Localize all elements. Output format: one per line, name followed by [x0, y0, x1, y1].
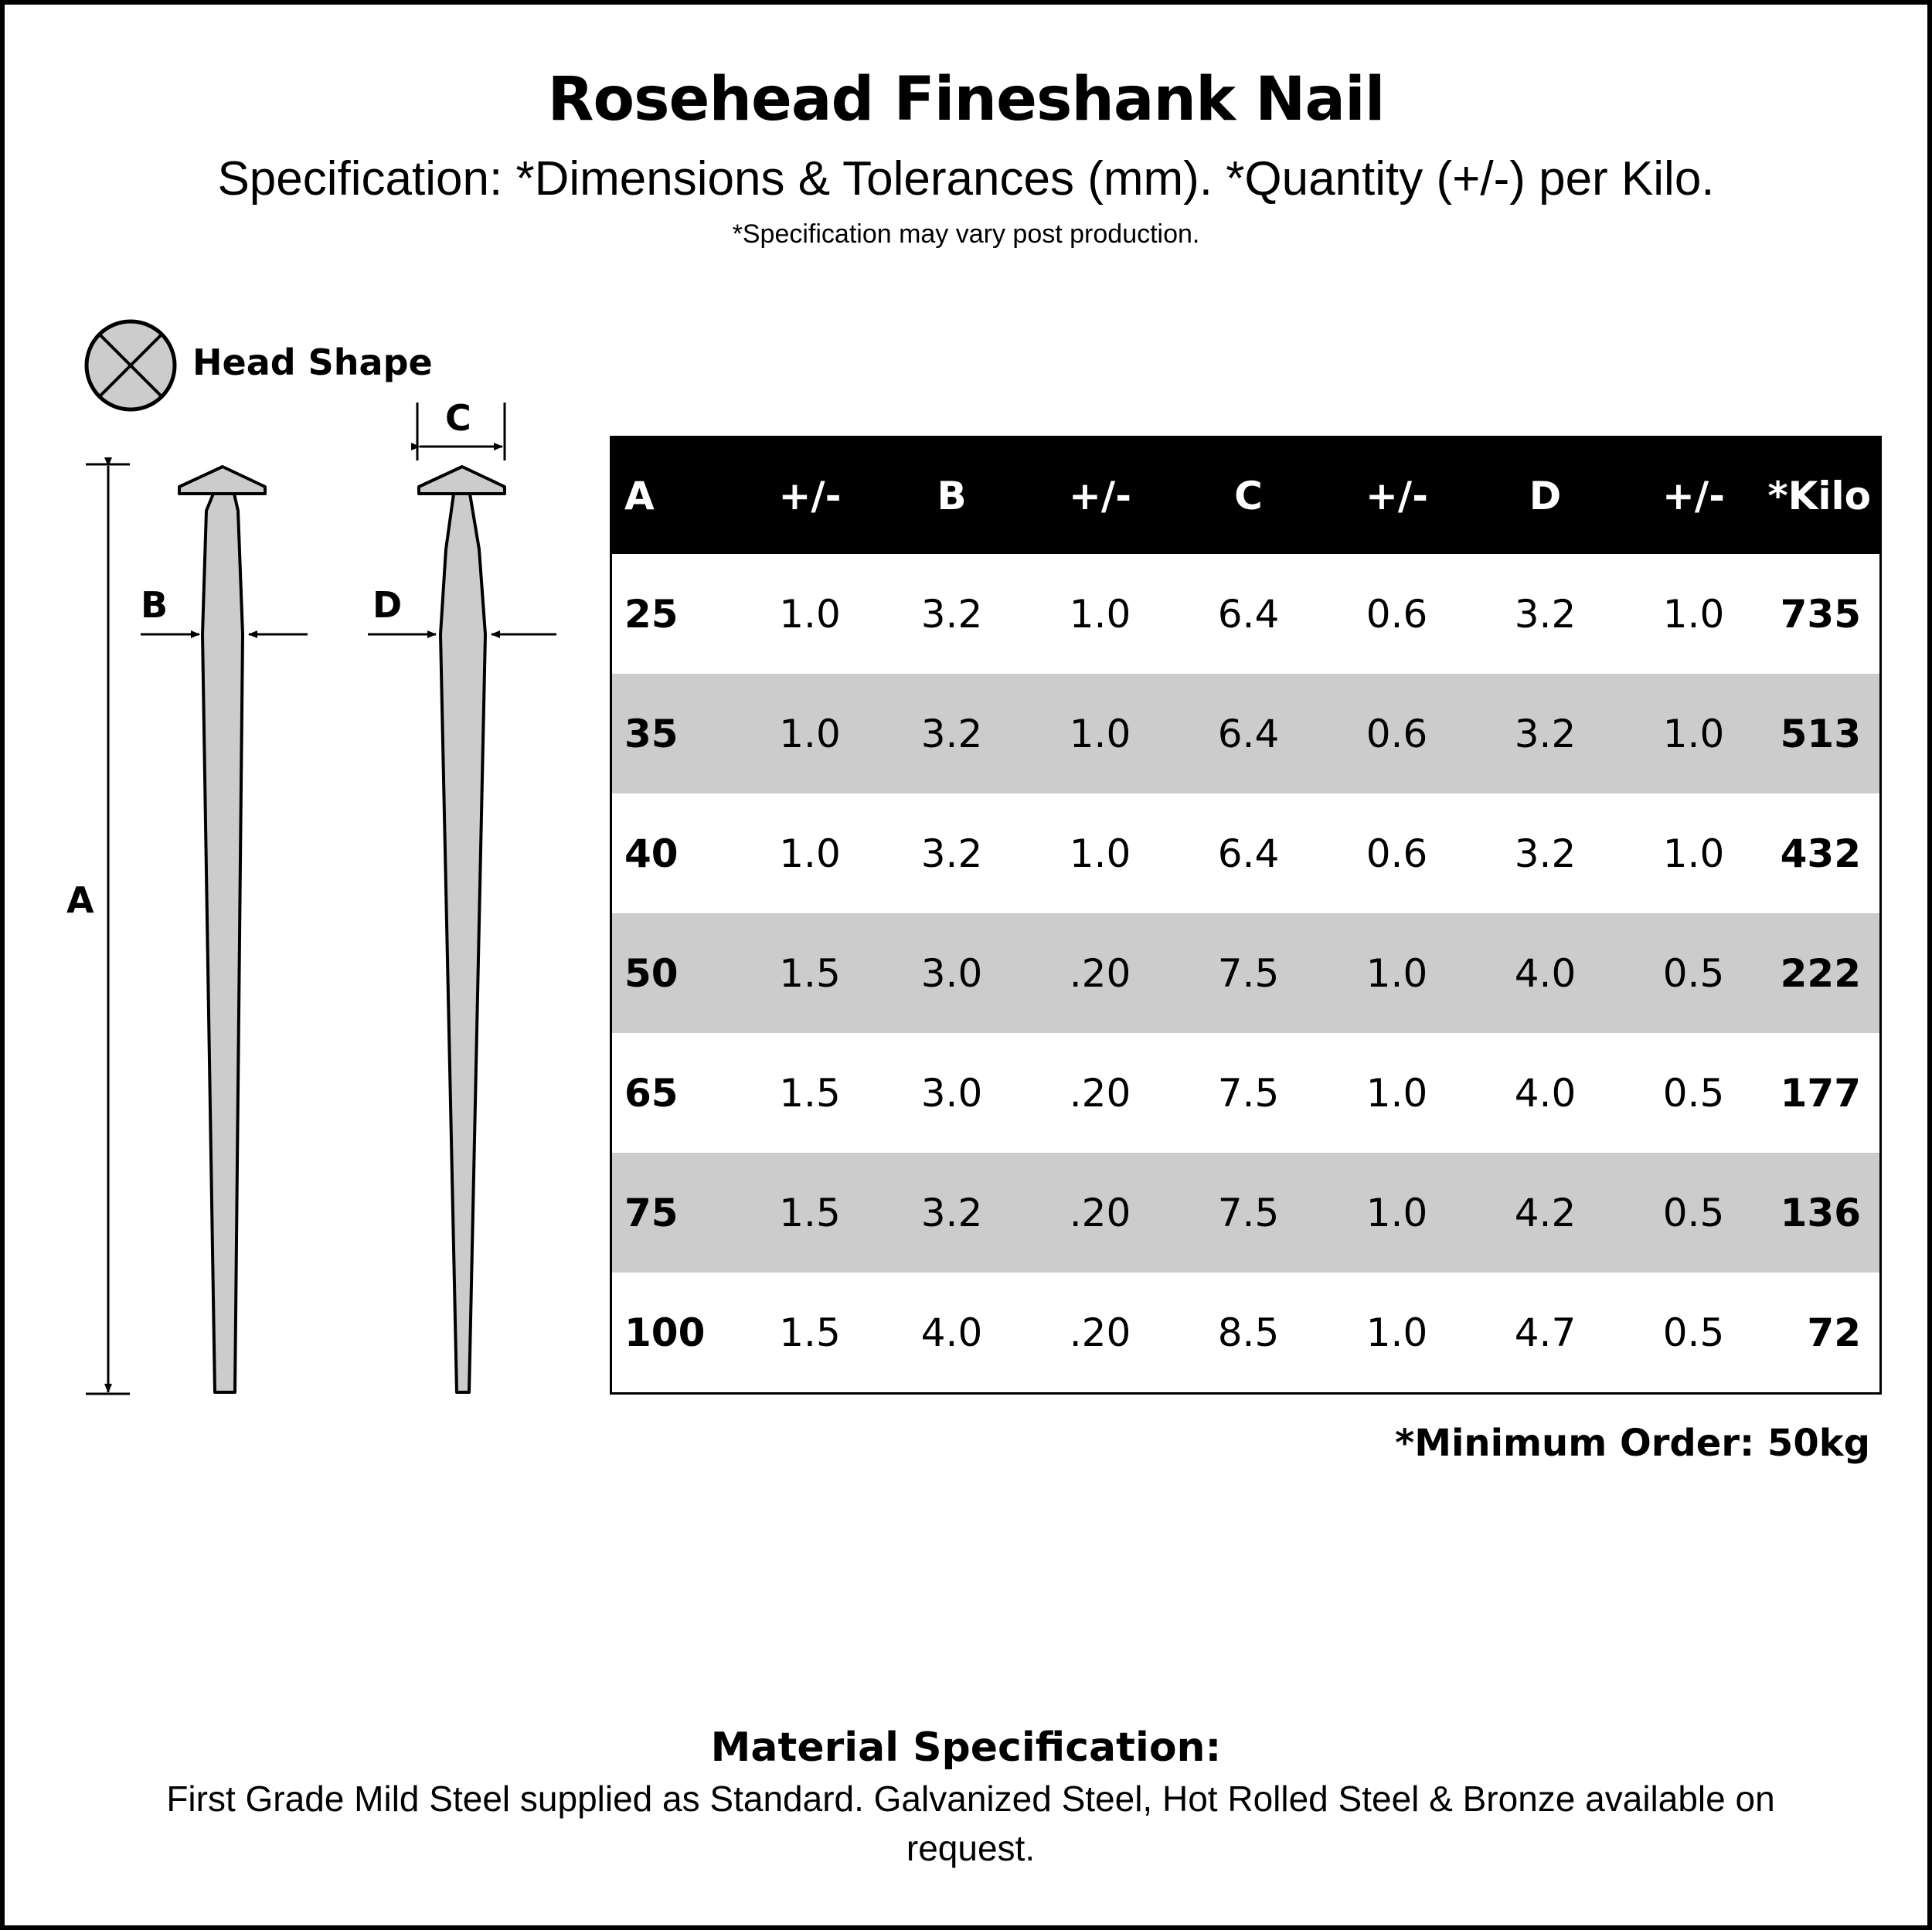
- cell-c: 8.5: [1217, 1310, 1280, 1355]
- cell-b: 3.0: [920, 1070, 983, 1116]
- cell-b: 3.2: [878, 674, 1026, 793]
- cell-c-tolerance: 1.0: [1323, 1153, 1471, 1273]
- header-b-tolerance: +/-: [1026, 437, 1175, 555]
- header-c-tolerance: +/-: [1323, 437, 1471, 555]
- cell-kilo: 513: [1768, 674, 1881, 793]
- cell-kilo: 72: [1807, 1310, 1861, 1355]
- cell-b: 4.0: [920, 1310, 983, 1355]
- cell-d-tolerance: 1.0: [1620, 674, 1768, 793]
- cell-c-tolerance: 0.6: [1366, 591, 1428, 637]
- label-d: D: [372, 584, 403, 626]
- head-shape-label: Head Shape: [192, 341, 433, 383]
- page-subtitle: Specification: *Dimensions & Tolerances (mm). *Quantity (+/-) per Kilo.: [217, 152, 1715, 206]
- cell-b-tolerance: 1.0: [1069, 591, 1131, 637]
- specification-table: [610, 436, 1882, 1395]
- cell-a: 65: [624, 1070, 679, 1116]
- table-row: [611, 554, 1881, 674]
- cell-a: 100: [624, 1310, 706, 1355]
- header-c: C: [1175, 437, 1323, 555]
- cell-b-tolerance: .20: [1026, 913, 1175, 1033]
- cell-a: 40: [624, 831, 679, 876]
- cell-kilo: 136: [1768, 1153, 1881, 1273]
- cell-kilo: 432: [1780, 831, 1861, 876]
- table-row: [611, 1153, 1881, 1273]
- head-shape-icon: [87, 321, 175, 409]
- cell-d: 4.2: [1471, 1153, 1620, 1273]
- header-d: D: [1471, 437, 1620, 555]
- cell-a-tolerance: 1.5: [779, 1310, 841, 1355]
- nail-side-view-b: [179, 467, 265, 1392]
- cell-d-tolerance: 1.0: [1662, 591, 1725, 637]
- header-d-tolerance: +/-: [1620, 437, 1768, 555]
- cell-a: 75: [611, 1153, 743, 1273]
- cell-kilo: 735: [1780, 591, 1861, 637]
- cell-c: 6.4: [1217, 831, 1280, 876]
- minimum-order: *Minimum Order: 50kg: [1395, 1422, 1870, 1465]
- cell-b-tolerance: .20: [1069, 1310, 1131, 1355]
- cell-d: 4.0: [1471, 913, 1620, 1033]
- cell-c-tolerance: 1.0: [1366, 1310, 1428, 1355]
- cell-d-tolerance: 0.5: [1662, 1310, 1725, 1355]
- table-row: [611, 1273, 1881, 1394]
- cell-a-tolerance: 1.0: [743, 674, 878, 793]
- cell-a-tolerance: 1.5: [779, 1070, 841, 1116]
- nail-side-view-d: [419, 467, 505, 1392]
- label-c: C: [445, 397, 471, 439]
- table-row: [611, 1033, 1881, 1153]
- cell-d: 3.2: [1471, 674, 1620, 793]
- cell-kilo: 177: [1780, 1070, 1861, 1116]
- header-b: B: [878, 437, 1026, 555]
- cell-d: 4.7: [1514, 1310, 1577, 1355]
- table-row: [611, 913, 1881, 1033]
- production-note: *Specification may vary post production.: [732, 219, 1200, 249]
- cell-c-tolerance: 0.6: [1366, 831, 1428, 876]
- material-text: First Grade Mild Steel supplied as Standard. Galvanized Steel, Hot Rolled Steel & Bronze available on request.: [166, 1779, 1775, 1868]
- cell-d-tolerance: 0.5: [1620, 1153, 1768, 1273]
- cell-b-tolerance: .20: [1069, 1070, 1131, 1116]
- page-title: Rosehead Fineshank Nail: [547, 65, 1385, 134]
- cell-b: 3.2: [920, 831, 983, 876]
- cell-c: 7.5: [1175, 913, 1323, 1033]
- cell-b-tolerance: 1.0: [1026, 674, 1175, 793]
- cell-d-tolerance: 0.5: [1620, 913, 1768, 1033]
- cell-a: 25: [624, 591, 679, 637]
- cell-b: 3.2: [878, 1153, 1026, 1273]
- cell-a-tolerance: 1.5: [743, 1153, 878, 1273]
- header-a: A: [611, 437, 743, 555]
- table-header-row: [611, 437, 1881, 555]
- cell-d-tolerance: 0.5: [1662, 1070, 1725, 1116]
- cell-c-tolerance: 1.0: [1323, 913, 1471, 1033]
- cell-b: 3.0: [878, 913, 1026, 1033]
- cell-kilo: 222: [1768, 913, 1881, 1033]
- cell-c: 7.5: [1175, 1153, 1323, 1273]
- cell-a-tolerance: 1.0: [779, 591, 841, 637]
- table-row: [611, 674, 1881, 793]
- material-title: Material Specification:: [710, 1724, 1222, 1771]
- label-b: B: [141, 584, 168, 626]
- cell-d-tolerance: 1.0: [1662, 831, 1725, 876]
- cell-c: 6.4: [1175, 674, 1323, 793]
- cell-c-tolerance: 1.0: [1366, 1070, 1428, 1116]
- cell-a-tolerance: 1.0: [779, 831, 841, 876]
- table-row: [611, 793, 1881, 913]
- header-a-tolerance: +/-: [743, 437, 878, 555]
- header-kilo: *Kilo: [1768, 437, 1881, 555]
- cell-a-tolerance: 1.5: [743, 913, 878, 1033]
- label-a: A: [66, 879, 94, 921]
- cell-c: 7.5: [1217, 1070, 1280, 1116]
- cell-b: 3.2: [920, 591, 983, 637]
- cell-c: 6.4: [1217, 591, 1280, 637]
- cell-d: 3.2: [1514, 831, 1577, 876]
- cell-c-tolerance: 0.6: [1323, 674, 1471, 793]
- cell-a: 35: [611, 674, 743, 793]
- dimension-a-line: [86, 464, 130, 1394]
- cell-d: 4.0: [1514, 1070, 1577, 1116]
- cell-b-tolerance: .20: [1026, 1153, 1175, 1273]
- cell-a: 50: [611, 913, 743, 1033]
- cell-b-tolerance: 1.0: [1069, 831, 1131, 876]
- cell-d: 3.2: [1514, 591, 1577, 637]
